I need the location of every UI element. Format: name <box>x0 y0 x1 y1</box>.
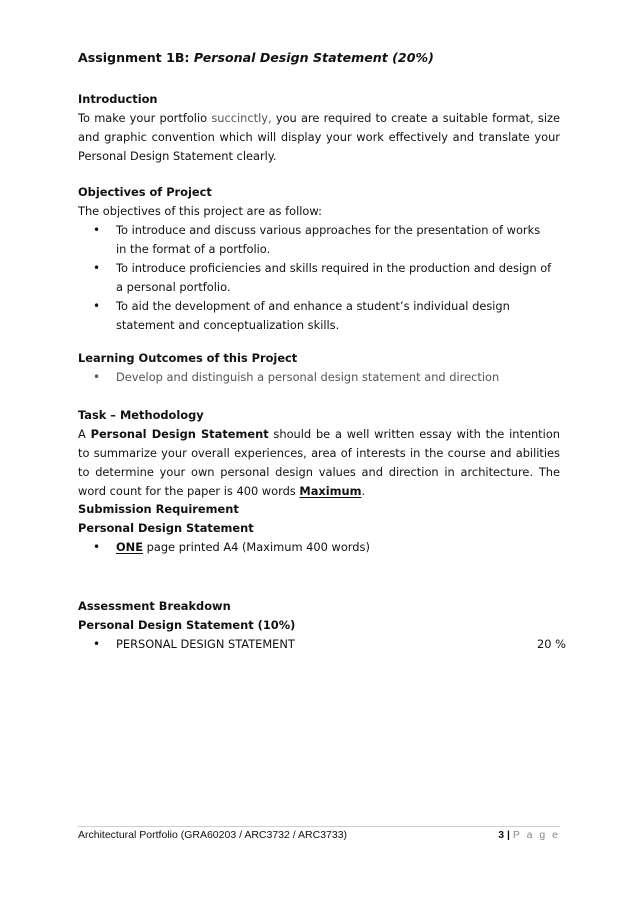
task-heading: Task – Methodology <box>78 408 204 422</box>
submission-one: ONE <box>116 540 143 554</box>
intro-gray-word: succinctly, <box>211 111 272 125</box>
submission-rest: page printed A4 (Maximum 400 words) <box>143 540 370 554</box>
assessment-row <box>116 635 566 654</box>
assignment-title <box>78 50 434 65</box>
footer-course-title: Architectural Portfolio (GRA60203 / ARC3732 / ARC3733) <box>78 829 348 841</box>
page-number-value: 3 <box>498 829 505 841</box>
intro-text-1: To make your portfolio <box>78 111 212 125</box>
introduction-paragraph <box>78 109 560 166</box>
page-number <box>498 829 560 841</box>
task-text-3: . <box>361 484 366 498</box>
assessment-heading: Assessment Breakdown <box>78 599 231 613</box>
submission-heading: Submission Requirement <box>78 502 239 516</box>
task-text-1: A <box>78 427 91 441</box>
submission-section <box>78 500 560 557</box>
learning-outcomes-list <box>78 368 560 387</box>
list-item: • To aid the development of and enhance a student’s individual design statement and conceptualization skills. <box>78 297 552 335</box>
objectives-heading: Objectives of Project <box>78 185 212 199</box>
title-prefix: Assignment 1B: <box>78 50 194 65</box>
submission-list <box>78 538 560 557</box>
footer-divider <box>78 826 560 827</box>
introduction-heading: Introduction <box>78 92 158 106</box>
assessment-subheading: Personal Design Statement (10%) <box>78 618 296 632</box>
learning-outcomes-heading: Learning Outcomes of this Project <box>78 351 298 365</box>
intro-text-2: you are required to create a suitable format, size and graphic convention which will display your work effectively and translate your Personal Design Statement clearly. <box>78 111 560 163</box>
task-bold-term: Personal Design Statement <box>90 427 269 441</box>
page-separator: | <box>504 829 513 841</box>
learning-outcomes-section <box>78 349 560 387</box>
submission-subheading: Personal Design Statement <box>78 521 254 535</box>
list-item: • To introduce and discuss various approaches for the presentation of works in the format of a portfolio. <box>78 221 552 259</box>
page-footer <box>78 829 560 841</box>
list-item <box>78 635 566 654</box>
introduction-section <box>78 90 560 166</box>
list-item <box>78 538 560 557</box>
task-section <box>78 406 560 501</box>
assessment-list <box>78 635 566 654</box>
assessment-item-label: • PERSONAL DESIGN STATEMENT <box>116 637 295 651</box>
objectives-intro: The objectives of this project are as follow: <box>78 204 322 218</box>
task-maximum: Maximum <box>299 484 362 498</box>
assessment-section <box>78 597 566 654</box>
objectives-section <box>78 183 560 335</box>
title-italic: Personal Design Statement (20%) <box>193 50 434 65</box>
page-label: P a g e <box>512 829 560 841</box>
task-paragraph <box>78 425 560 501</box>
assessment-item-value: 20 % <box>537 637 566 651</box>
objectives-list <box>78 221 552 335</box>
list-item: • Develop and distinguish a personal design statement and direction <box>78 368 560 387</box>
task-text-2: should be a well written essay with the intention to summarize your overall experiences, area of interests in the course and abilities to determine your own personal design values and direction in architecture. The word count for the paper is 400 words <box>78 427 561 498</box>
list-item: • To introduce proficiencies and skills required in the production and design of a personal portfolio. <box>78 259 552 297</box>
